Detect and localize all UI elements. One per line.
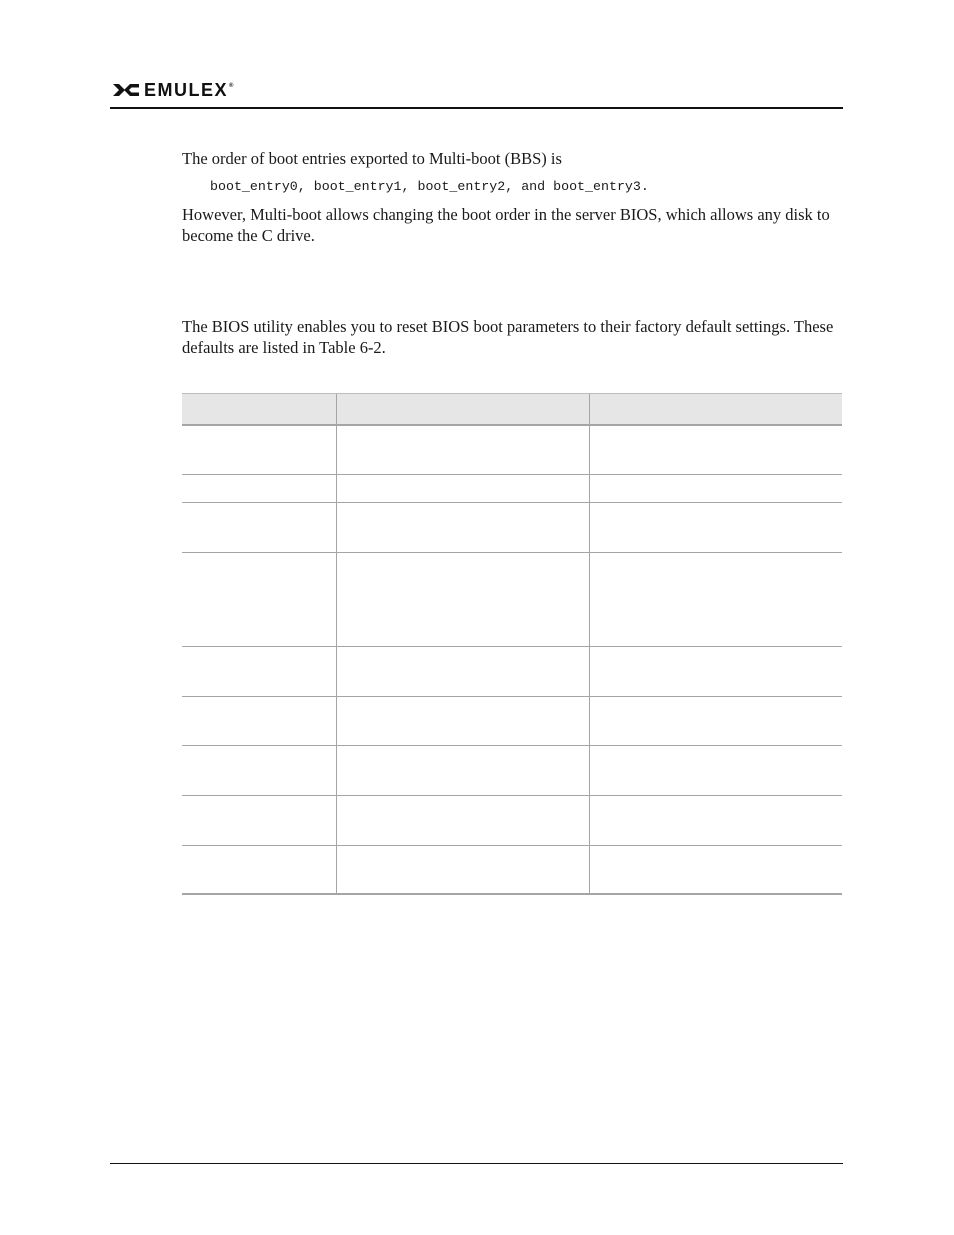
table-cell (589, 425, 842, 474)
table-cell (336, 552, 589, 646)
table-cell (589, 745, 842, 795)
table-cell (182, 474, 336, 502)
table-header-cell (589, 394, 842, 426)
logo-wordmark-text: EMULEX (144, 80, 229, 100)
table-header-cell (182, 394, 336, 426)
table-cell (336, 474, 589, 502)
reset-defaults-intro: The BIOS utility enables you to reset BIOS boot parameters to their factory default settings. These defaults are listed in Table 6-2. (182, 317, 834, 357)
table-row (182, 646, 842, 696)
table-cell (336, 795, 589, 845)
table-cell (336, 696, 589, 745)
boot-order-intro: The order of boot entries exported to Multi-boot (BBS) is (182, 149, 562, 168)
multiboot-note: However, Multi-boot allows changing the boot order in the server BIOS, which allows any disk to become the C drive. (182, 205, 830, 245)
table-cell (589, 696, 842, 745)
table-row (182, 502, 842, 552)
footer-rule (110, 1163, 843, 1164)
table-cell (589, 552, 842, 646)
table-cell (182, 745, 336, 795)
table-cell (182, 696, 336, 745)
table-cell (589, 474, 842, 502)
table-cell (589, 646, 842, 696)
header-rule (110, 107, 843, 109)
boot-entries-code: boot_entry0, boot_entry1, boot_entry2, and boot_entry3. (210, 179, 649, 194)
emulex-logo (112, 80, 235, 100)
table-cell (182, 795, 336, 845)
table-cell (182, 845, 336, 894)
table-cell (589, 845, 842, 894)
table-row (182, 696, 842, 745)
table-row (182, 745, 842, 795)
table-cell (182, 502, 336, 552)
table-cell (336, 845, 589, 894)
emulex-logo-mark-icon (112, 81, 140, 99)
table-cell (589, 795, 842, 845)
bios-defaults-table (182, 393, 842, 895)
table-row (182, 425, 842, 474)
logo-trademark: ® (229, 83, 235, 89)
table-cell (182, 425, 336, 474)
table-header-cell (336, 394, 589, 426)
table-cell (336, 425, 589, 474)
table-row (182, 845, 842, 894)
table-cell (336, 646, 589, 696)
table-cell (182, 552, 336, 646)
table-cell (182, 646, 336, 696)
table-header-row (182, 394, 842, 426)
table-row (182, 795, 842, 845)
logo-wordmark (144, 80, 235, 100)
table-cell (336, 745, 589, 795)
table-cell (336, 502, 589, 552)
table-cell (589, 502, 842, 552)
table-row (182, 474, 842, 502)
table-row (182, 552, 842, 646)
